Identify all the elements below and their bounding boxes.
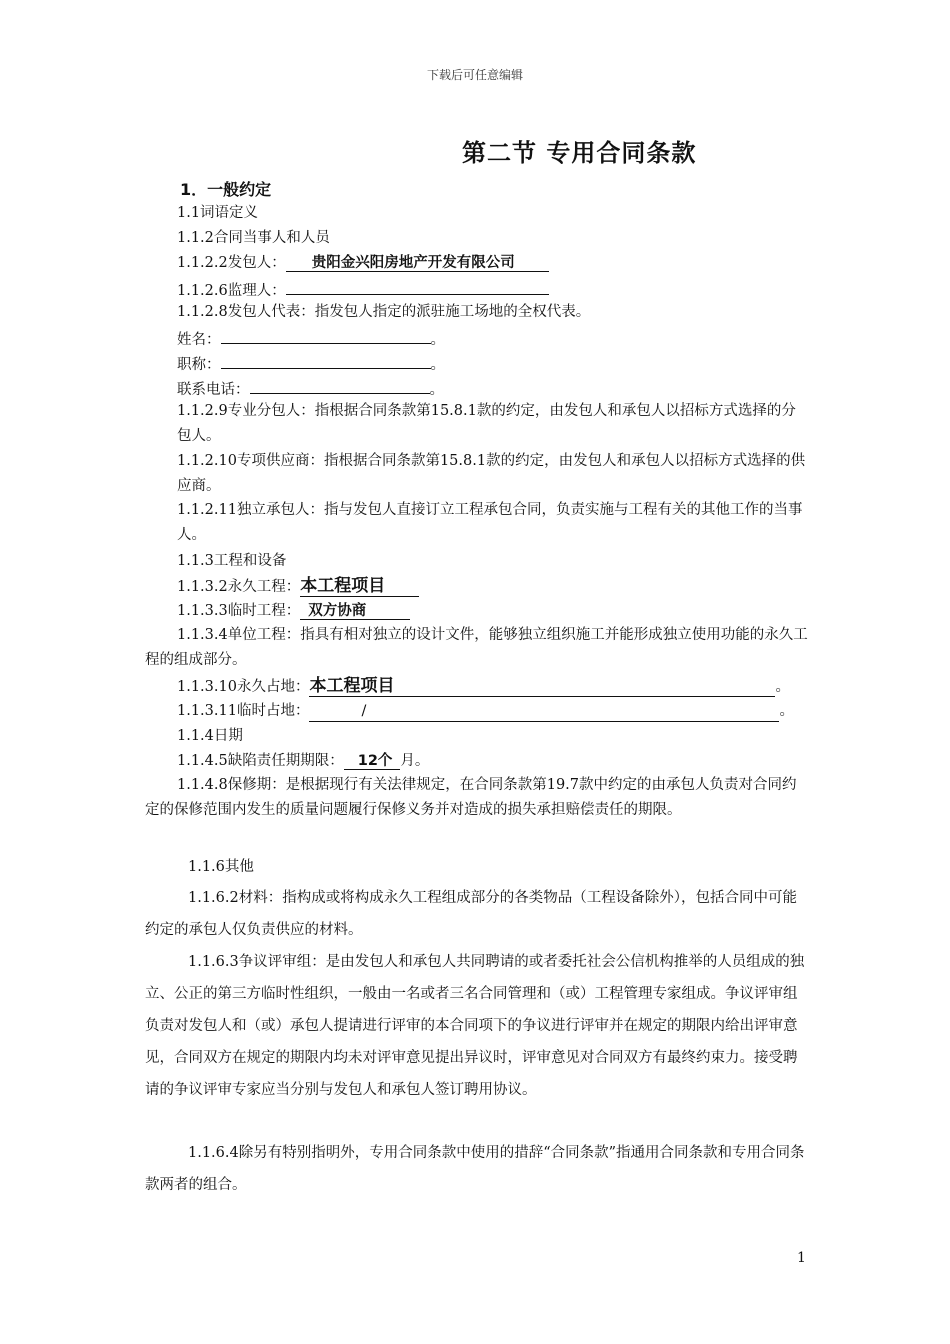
page-number: 1	[797, 1250, 806, 1266]
defects-period-unit: 月。	[400, 753, 430, 769]
phone-blank	[250, 377, 430, 394]
supervisor-blank	[286, 278, 549, 295]
clause-1-1-3: 1.1.3工程和设备	[177, 553, 287, 569]
permanent-land-value: 本工程项目	[309, 676, 775, 697]
permanent-land-label: 1.1.3.10永久占地：	[177, 679, 310, 695]
clause-dispute-board: 1.1.6.3争议评审组：是由发包人和承包人共同聘请的或者委托社会公信机构推举的人员组成的独立、公正的第三方临时性组织，一般由一名或者三名合同管理和（或）工程管理专家组成。争议评审组负责对发包人和（或）承包人提请进行评审的本合同项下的争议进行评审并在规定的期限内给出评审意见，合同双方在规定的期限内均未对评审意见提出异议时，评审意见对合同双方有最终约束力。接受聘请的争议评审专家应当分别与发包人和承包人签订聘用协议。	[145, 954, 805, 1098]
clause-defects-period	[177, 751, 429, 771]
phone-period: 。	[429, 382, 444, 398]
rep-name-row	[177, 327, 445, 350]
header-note: 下载后可任意编辑	[426, 68, 523, 82]
clause-permanent-works	[177, 576, 419, 597]
clause-materials: 1.1.6.2材料：指构成或将构成永久工程组成部分的各类物品（工程设备除外），包括合同中可能约定的承包人仅负责供应的材料。	[145, 890, 797, 938]
temporary-land-value: /	[309, 701, 779, 722]
clause-1-1: 1.1词语定义	[177, 205, 259, 221]
temporary-works-label: 1.1.3.3临时工程：	[177, 603, 301, 619]
clause-warranty-period: 1.1.4.8保修期：是根据现行有关法律规定，在合同条款第19.7款中约定的由承包人负责对合同约定的保修范围内发生的质量问题履行保修义务并对造成的损失承担赔偿责任的期限。	[145, 777, 797, 818]
clause-temporary-works	[177, 601, 410, 621]
rep-phone-row	[177, 377, 444, 400]
clause-permanent-land	[177, 676, 790, 697]
name-blank	[221, 327, 431, 344]
rep-title-row	[177, 352, 445, 375]
title-label: 职称：	[177, 357, 221, 373]
clause-temporary-land	[177, 701, 794, 722]
section-heading: 1．一般约定	[180, 180, 272, 199]
clause-supervisor	[177, 278, 549, 301]
supervisor-label: 1.1.2.6监理人：	[177, 283, 286, 299]
employer-label: 1.1.2.2发包人：	[177, 255, 286, 271]
clause-employer	[177, 253, 549, 273]
permanent-works-label: 1.1.3.2永久工程：	[177, 579, 301, 595]
title-period: 。	[430, 357, 445, 373]
clause-special-supplier: 1.1.2.10专项供应商：指根据合同条款第15.8.1款的约定，由发包人和承包人以招标方式选择的供应商。	[177, 453, 806, 494]
temporary-land-label: 1.1.3.11临时占地：	[177, 703, 310, 719]
name-label: 姓名：	[177, 332, 221, 348]
clause-interpretation: 1.1.6.4除另有特别指明外，专用合同条款中使用的措辞“合同条款”指通用合同条款和专用合同条款两者的组合。	[145, 1145, 805, 1193]
temporary-works-value: 双方协商	[300, 603, 410, 620]
defects-period-value: 12个	[344, 753, 401, 770]
phone-label: 联系电话：	[177, 382, 250, 398]
permanent-works-value: 本工程项目	[300, 576, 419, 597]
page-title: 第二节 专用合同条款	[462, 139, 697, 167]
clause-1-1-4: 1.1.4日期	[177, 728, 243, 744]
clause-specialist-subcontractor: 1.1.2.9专业分包人：指根据合同条款第15.8.1款的约定，由发包人和承包人以招标方式选择的分包人。	[177, 403, 796, 444]
name-period: 。	[430, 332, 445, 348]
clause-unit-works: 1.1.3.4单位工程：指具有相对独立的设计文件，能够独立组织施工并能形成独立使用功能的永久工程的组成部分。	[145, 627, 808, 668]
clause-1-1-2: 1.1.2合同当事人和人员	[177, 230, 330, 246]
temporary-land-period: 。	[779, 703, 794, 719]
employer-value: 贵阳金兴阳房地产开发有限公司	[286, 255, 549, 272]
clause-employer-rep: 1.1.2.8发包人代表：指发包人指定的派驻施工场地的全权代表。	[177, 304, 591, 320]
clause-1-1-6: 1.1.6其他	[188, 859, 254, 875]
title-blank	[221, 352, 431, 369]
defects-period-label: 1.1.4.5缺陷责任期期限：	[177, 753, 344, 769]
permanent-land-period: 。	[775, 679, 790, 695]
clause-independent-contractor: 1.1.2.11独立承包人：指与发包人直接订立工程承包合同，负责实施与工程有关的其他工作的当事人。	[177, 502, 803, 543]
